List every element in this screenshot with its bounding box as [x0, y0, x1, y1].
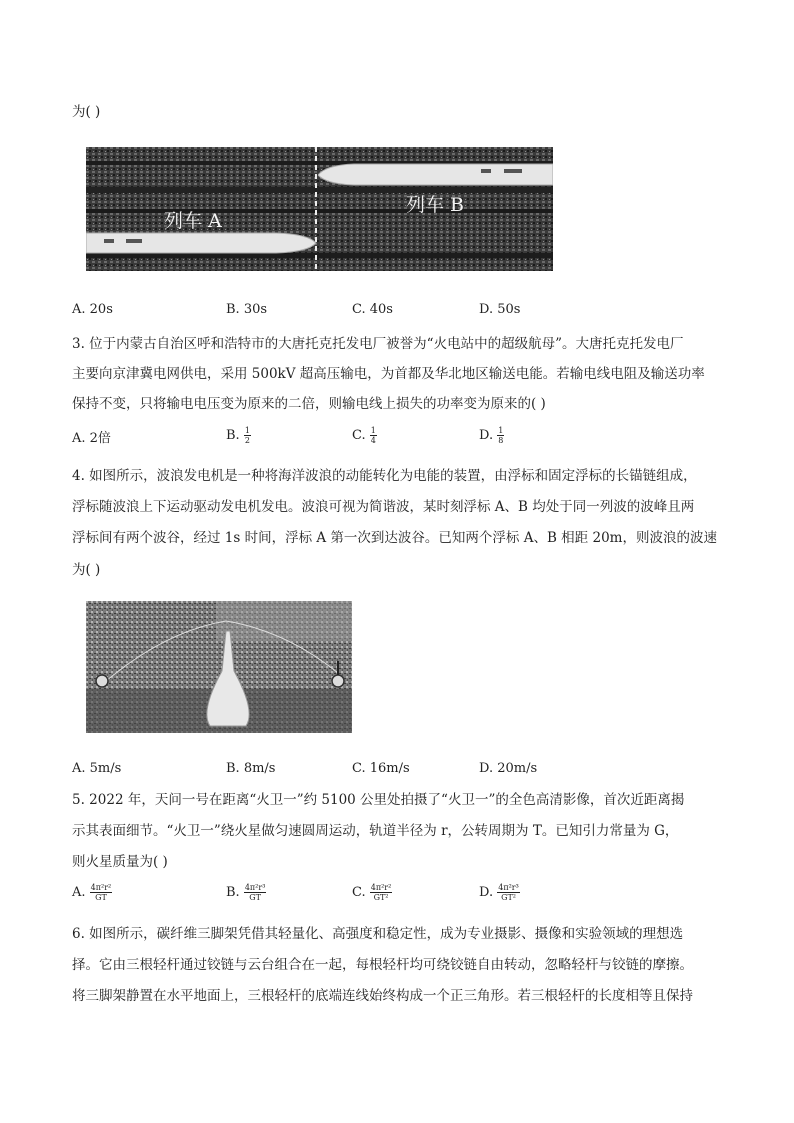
fraction-denominator: 8 [498, 436, 504, 445]
train-figure [86, 147, 553, 271]
buoy-b-shape [332, 675, 344, 687]
fraction-denominator: 4 [370, 436, 376, 445]
q5-option-c-fraction [370, 883, 393, 902]
q4-stem-line-4: 为( ) [72, 562, 101, 578]
q3-option-c[interactable] [352, 426, 377, 445]
q3-option-c-fraction [370, 426, 377, 445]
q5-stem-line-2: 示其表面细节。“火卫一”绕火星做匀速圆周运动，轨道半径为 r，公转周期为 T。已知引力常量为 G， [72, 823, 679, 839]
fraction-numerator: 4π²r³ [244, 883, 266, 892]
q3-option-a[interactable] [72, 430, 111, 448]
q3-stem-line-3: 保持不变，只将输电电压变为原来的二倍，则输电线上损失的功率变为原来的( ) [72, 396, 546, 412]
q6-stem-line-3: 将三脚架静置在水平地面上，三根轻杆的底端连线始终构成一个正三角形。若三根轻杆的长度相等且保持 [72, 988, 693, 1004]
q4-option-d[interactable]: D. 20m/s [479, 761, 538, 776]
q5-option-b-fraction [244, 883, 267, 902]
q3-option-a-text: A. 2倍 [72, 431, 111, 446]
buoy-a-shape [96, 675, 108, 687]
q4-stem-line-1: 4. 如图所示，波浪发电机是一种将海洋波浪的动能转化为电能的装置，由浮标和固定浮标的长锚链组成， [72, 468, 697, 484]
q5-option-b[interactable] [226, 883, 266, 902]
q5-option-c[interactable] [352, 883, 392, 902]
q2-option-d[interactable]: D. 50s [479, 302, 521, 317]
q3-option-c-prefix: C. [352, 428, 370, 443]
train-b-shape [318, 164, 553, 185]
train-b-label: 列车 B [406, 194, 465, 216]
q5-stem-line-1: 5. 2022 年，天问一号在距离“火卫一”约 5100 公里处拍摄了“火卫一”的全色高清影像，首次近距离揭 [72, 792, 685, 808]
fraction-numerator: 1 [244, 426, 250, 435]
wave-generator-figure [86, 601, 352, 733]
fraction-numerator: 4π²r³ [498, 883, 519, 892]
question-2-stem-tail: 为( ) [72, 104, 101, 120]
q2-option-a[interactable]: A. 20s [72, 302, 113, 317]
fraction-numerator: 4π²r² [90, 883, 112, 892]
fraction-numerator: 1 [370, 426, 376, 435]
fraction-numerator: 4π²r² [370, 883, 392, 892]
q3-stem-line-1: 3. 位于内蒙古自治区呼和浩特市的大唐托克托发电厂被誉为“火电站中的超级航母”。大唐托克托发电厂 [72, 336, 684, 352]
q5-option-b-prefix: B. [226, 885, 244, 900]
q5-option-a-prefix: A. [72, 885, 90, 900]
q6-stem-line-1: 6. 如图所示，碳纤维三脚架凭借其轻量化、高强度和稳定性，成为专业摄影、摄像和实验领域的理想选 [72, 926, 684, 942]
q3-option-b[interactable] [226, 426, 251, 445]
q6-stem-line-2: 择。它由三根轻杆通过铰链与云台组合在一起，每根轻杆均可绕铰链自由转动，忽略轻杆与铰链的摩擦。 [72, 957, 693, 973]
q3-option-b-prefix: B. [226, 428, 244, 443]
q4-option-a[interactable]: A. 5m/s [72, 761, 122, 776]
q3-stem-line-2: 主要向京津冀电网供电，采用 500kV 超高压输电，为首都及华北地区输送电能。若输电线电阻及输送功率 [72, 366, 705, 382]
q4-option-c[interactable]: C. 16m/s [352, 761, 410, 776]
q4-option-b[interactable]: B. 8m/s [226, 761, 276, 776]
q4-stem-line-3: 浮标间有两个波谷，经过 1s 时间，浮标 A 第一次到达波谷。已知两个浮标 A、B 相距 20m，则波浪的波速 [72, 530, 717, 546]
q5-option-d-prefix: D. [479, 885, 498, 900]
q4-stem-line-2: 浮标随波浪上下运动驱动发电机发电。波浪可视为简谐波，某时刻浮标 A、B 均处于同一列波的波峰且两 [72, 499, 695, 515]
q3-option-d-prefix: D. [479, 428, 498, 443]
q5-option-a-fraction [90, 883, 113, 902]
q5-option-c-prefix: C. [352, 885, 370, 900]
fraction-numerator: 1 [498, 426, 504, 435]
q3-option-b-fraction [244, 426, 251, 445]
q2-option-b[interactable]: B. 30s [226, 302, 268, 317]
train-a-shape [86, 233, 316, 253]
q5-option-d-fraction [497, 883, 520, 902]
fraction-denominator: 2 [244, 436, 250, 445]
q5-option-d[interactable] [479, 883, 520, 902]
train-a-label: 列车 A [164, 210, 222, 232]
q5-stem-line-3: 则火星质量为( ) [72, 854, 168, 870]
fraction-denominator: GT² [373, 893, 389, 902]
q3-option-d-fraction [497, 426, 504, 445]
fraction-denominator: GT [249, 893, 261, 902]
fraction-denominator: GT² [501, 893, 516, 902]
q5-option-a[interactable] [72, 883, 112, 902]
fraction-denominator: GT [95, 893, 107, 902]
q2-option-c[interactable]: C. 40s [352, 302, 393, 317]
q3-option-d[interactable] [479, 426, 504, 445]
